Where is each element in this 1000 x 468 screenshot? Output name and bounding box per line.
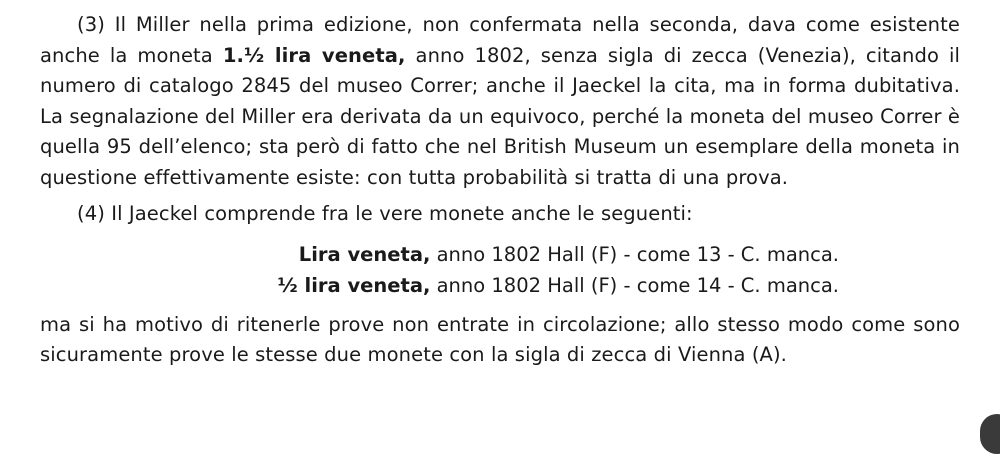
closing-paragraph: [40, 310, 960, 371]
note-3-paragraph: [40, 10, 960, 193]
note-3-intro: (3) Il Miller nella prima edizione, non confermata nella seconda, dava come esistente anche la moneta: [40, 13, 960, 67]
document-page: [40, 10, 960, 371]
coin-name: ½ lira veneta,: [277, 273, 431, 297]
coin-details: anno 1802 Hall (F) - come 14 - C. manca.: [430, 273, 839, 297]
coin-list-item: [40, 270, 960, 301]
coin-name: Lira veneta,: [298, 242, 431, 266]
coin-list-item: [40, 239, 960, 270]
coin-list: [40, 239, 960, 301]
closing-text: ma si ha motivo di ritenerle prove non entrate in circolazione; allo stesso modo come sono sicuramente prove le stesse due monete con la sigla di zecca di Vienna (A).: [40, 312, 960, 366]
note-3-coin-name: 1.½ lira veneta,: [222, 43, 406, 67]
note-4-text: (4) Il Jaeckel comprende fra le vere monete anche le seguenti:: [77, 202, 693, 225]
scrollbar-thumb[interactable]: [980, 414, 1000, 454]
coin-details: anno 1802 Hall (F) - come 13 - C. manca.: [430, 242, 839, 266]
note-3-body: anno 1802, senza sigla di zecca (Venezia), citando il numero di catalogo 2845 del museo Correr; anche il Jaeckel la cita, ma in forma dubitativa. La segnalazione del Miller era derivata da un equivoco, perché la moneta del museo Correr è quella 95 dell’elenco; sta però di fatto che nel British Museum un esemplare della moneta in questione effettivamente esiste: con tutta probabilità si tratta di una prova.: [40, 43, 961, 189]
note-4-paragraph: [40, 199, 960, 230]
